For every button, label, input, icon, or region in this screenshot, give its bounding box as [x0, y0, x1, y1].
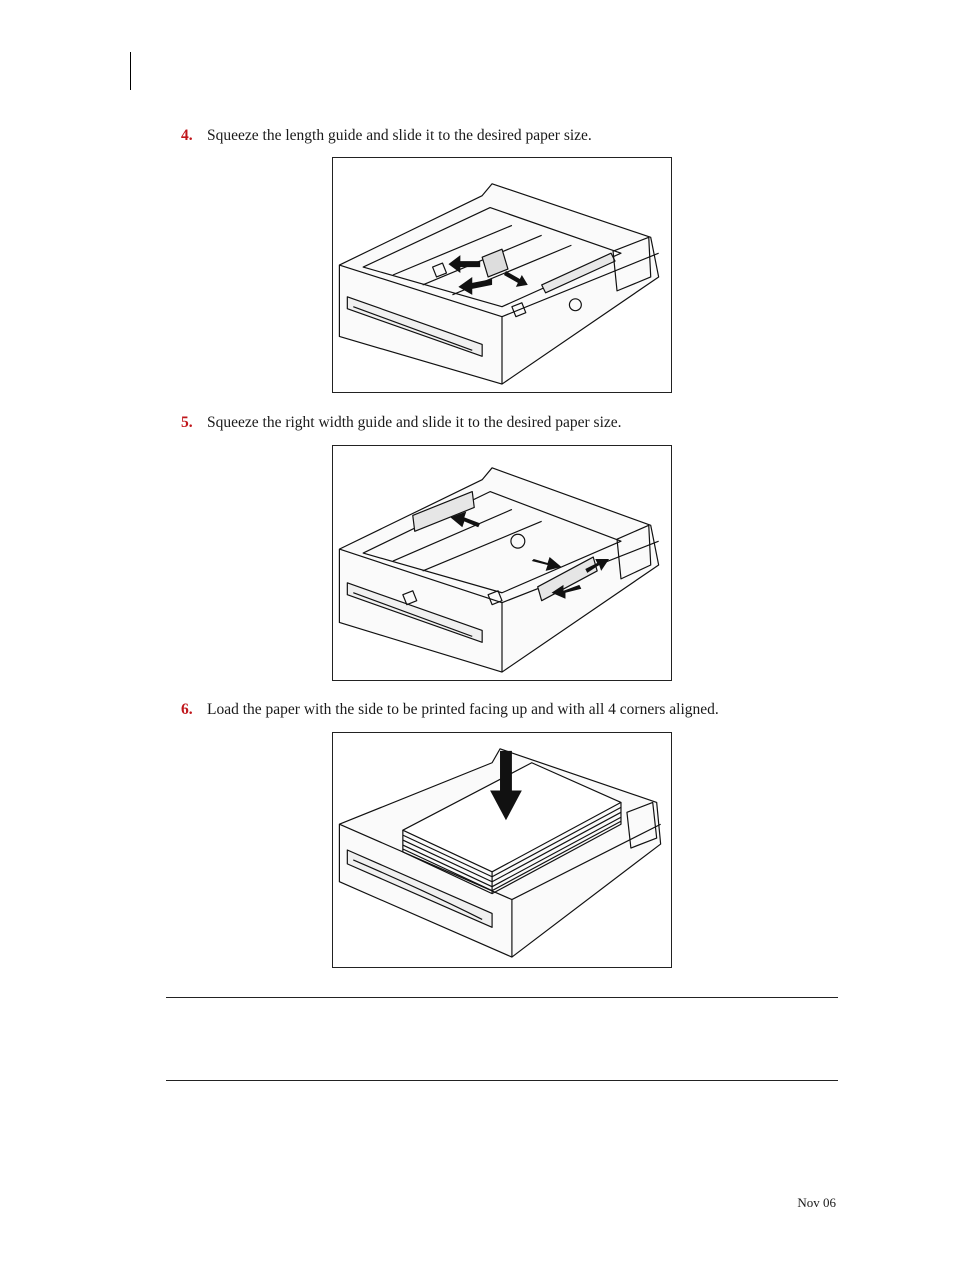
- tray-illustration-width-guide: [333, 446, 671, 680]
- step-number: 6.: [181, 701, 193, 718]
- step-4: [181, 126, 592, 146]
- figure-length-guide: [332, 157, 672, 393]
- tray-illustration-length-guide: [333, 158, 671, 392]
- note-bottom-rule: [166, 1080, 838, 1081]
- step-text: Squeeze the length guide and slide it to the desired paper size.: [207, 127, 592, 144]
- footer-date: Nov 06: [797, 1195, 836, 1210]
- margin-change-bar: [130, 52, 131, 90]
- step-6: [181, 700, 719, 720]
- step-text: Load the paper with the side to be printed facing up and with all 4 corners aligned.: [207, 701, 719, 718]
- figure-load-paper: [332, 732, 672, 968]
- step-text: Squeeze the right width guide and slide it to the desired paper size.: [207, 414, 622, 431]
- figure-width-guide: [332, 445, 672, 681]
- step-number: 4.: [181, 127, 193, 144]
- step-number: 5.: [181, 414, 193, 431]
- step-5: [181, 413, 622, 433]
- note-top-rule: [166, 997, 838, 998]
- tray-illustration-load-paper: [333, 733, 671, 967]
